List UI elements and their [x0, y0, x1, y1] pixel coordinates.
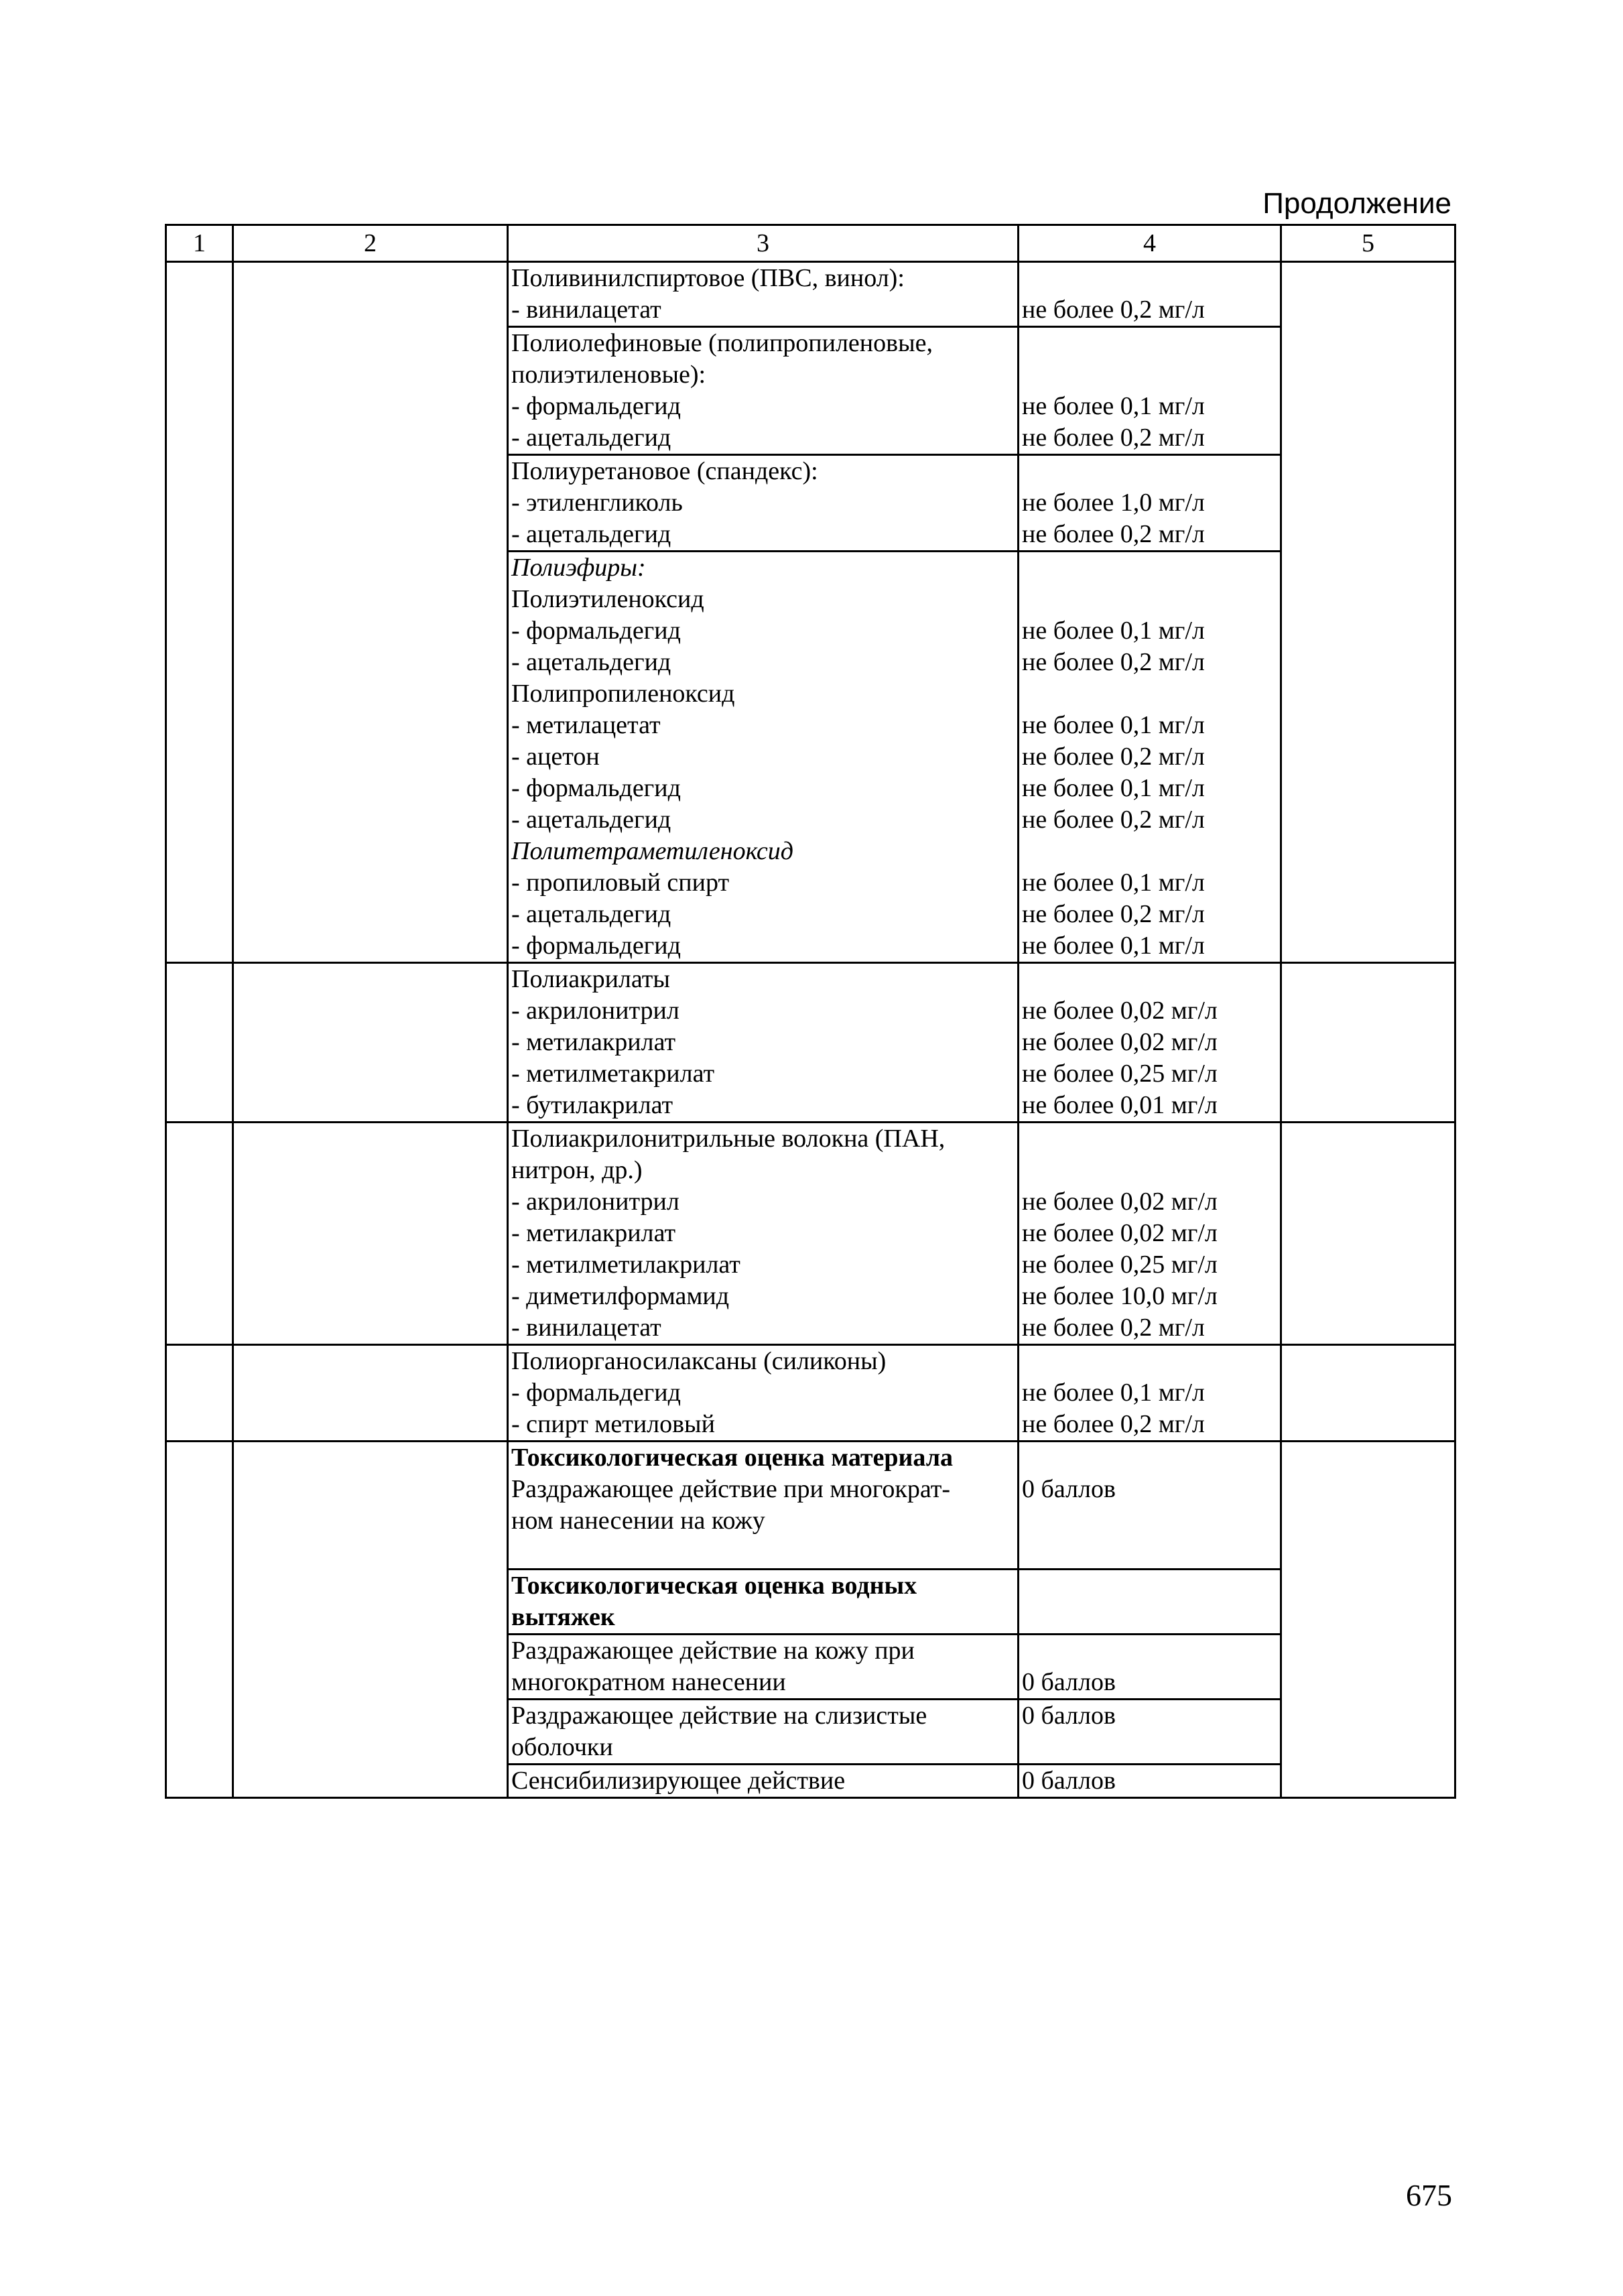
substance-line: - метилакрилат	[511, 1219, 676, 1247]
substance-line: Поливинилспиртовое (ПВС, винол):	[511, 264, 905, 292]
table-row	[166, 1442, 1455, 1570]
column-1-cell	[166, 963, 233, 1123]
substance-line: - ацетон	[511, 743, 600, 771]
limit-value	[1022, 1732, 1277, 1763]
continuation-label: Продолжение	[1262, 187, 1451, 220]
limit-value: не более 1,0 мг/л	[1022, 489, 1205, 517]
column-number-5: 5	[1281, 225, 1455, 262]
column-1-cell	[166, 1442, 233, 1798]
limit-value: 0 баллов	[1022, 1668, 1116, 1696]
limit-cell	[1019, 1345, 1281, 1442]
limit-value	[1022, 263, 1277, 294]
substance-line: Полиолефиновые (полипропиленовые,	[511, 329, 933, 357]
substance-cell	[508, 552, 1019, 963]
page-number: 675	[1406, 2178, 1452, 2212]
substance-line: Полипропиленоксид	[511, 680, 735, 708]
limit-value	[1022, 678, 1277, 710]
substance-line: - акрилонитрил	[511, 1188, 679, 1216]
limit-cell	[1019, 1123, 1281, 1345]
substance-line: - метилакрилат	[511, 1028, 676, 1056]
column-number-4: 4	[1019, 225, 1281, 262]
substance-line: - акрилонитрил	[511, 997, 679, 1025]
limit-cell	[1019, 1700, 1281, 1765]
substance-cell	[508, 963, 1019, 1123]
substance-cell	[508, 1765, 1019, 1798]
substance-line: Полиуретановое (спандекс):	[511, 457, 818, 485]
limit-value: не более 0,1 мг/л	[1022, 869, 1205, 897]
substance-line: Полиорганосилаксаны (силиконы)	[511, 1347, 887, 1375]
substance-cell	[508, 1345, 1019, 1442]
limit-value	[1022, 1602, 1277, 1633]
column-number-3: 3	[508, 225, 1019, 262]
substance-line: - ацетальдегид	[511, 806, 671, 834]
limit-value: не более 0,2 мг/л	[1022, 1410, 1205, 1438]
limit-value	[1022, 359, 1277, 391]
substance-line: полиэтиленовые):	[511, 361, 706, 389]
limit-cell	[1019, 455, 1281, 552]
limit-value: не более 0,1 мг/л	[1022, 711, 1205, 739]
limit-cell	[1019, 1635, 1281, 1700]
limit-cell	[1019, 963, 1281, 1123]
substance-line: Политетраметиленоксид	[511, 837, 794, 865]
substance-line: - бутилакрилат	[511, 1091, 673, 1119]
substance-line: Полиэтиленоксид	[511, 585, 704, 613]
limit-value: не более 0,2 мг/л	[1022, 424, 1205, 452]
substance-line: - формальдегид	[511, 1379, 681, 1407]
substance-line: многократном нанесении	[511, 1668, 786, 1696]
substance-line: Токсикологическая оценка водных	[511, 1572, 917, 1600]
limit-value: не более 0,25 мг/л	[1022, 1060, 1218, 1088]
table-row	[166, 1345, 1455, 1442]
limit-value: не более 0,2 мг/л	[1022, 648, 1205, 676]
column-2-cell	[233, 1345, 508, 1442]
column-1-cell	[166, 1345, 233, 1442]
substance-line: Раздражающее действие на кожу при	[511, 1637, 915, 1665]
limit-value: не более 10,0 мг/л	[1022, 1282, 1218, 1310]
limit-value: не более 0,1 мг/л	[1022, 774, 1205, 802]
substance-cell	[508, 455, 1019, 552]
column-number-2: 2	[233, 225, 508, 262]
limit-value: не более 0,1 мг/л	[1022, 617, 1205, 645]
column-5-cell	[1281, 1123, 1455, 1345]
limit-value: не более 0,25 мг/л	[1022, 1251, 1218, 1279]
substance-line: Токсикологическая оценка материала	[511, 1444, 954, 1472]
limit-value: не более 0,01 мг/л	[1022, 1091, 1218, 1119]
substance-line: - диметилформамид	[511, 1282, 730, 1310]
table-row	[166, 963, 1455, 1123]
substance-line: - ацетальдегид	[511, 520, 671, 548]
column-2-cell	[233, 262, 508, 963]
limit-value	[1022, 836, 1277, 867]
column-number-row	[166, 225, 1455, 262]
limit-value	[1022, 456, 1277, 487]
substance-cell	[508, 1123, 1019, 1345]
substance-line: Полиакрилаты	[511, 965, 670, 993]
substance-line: - ацетальдегид	[511, 900, 671, 928]
limit-cell	[1019, 552, 1281, 963]
substance-cell	[508, 327, 1019, 455]
column-2-cell	[233, 1123, 508, 1345]
substance-line: - ацетальдегид	[511, 424, 671, 452]
substance-line: ном нанесении на кожу	[511, 1507, 765, 1535]
limit-value	[1022, 1155, 1277, 1186]
column-5-cell	[1281, 1442, 1455, 1798]
limit-cell	[1019, 262, 1281, 327]
substance-line: - винилацетат	[511, 1314, 661, 1342]
limit-value: 0 баллов	[1022, 1702, 1116, 1730]
limit-value: не более 0,2 мг/л	[1022, 296, 1205, 324]
substance-line: вытяжек	[511, 1603, 615, 1631]
limit-value	[1022, 1346, 1277, 1377]
regulation-table	[165, 224, 1456, 1799]
column-1-cell	[166, 1123, 233, 1345]
substance-line: - этиленгликоль	[511, 489, 683, 517]
column-2-cell	[233, 963, 508, 1123]
limit-value: не более 0,1 мг/л	[1022, 932, 1205, 960]
substance-line: Раздражающее действие при многократ-	[511, 1475, 950, 1503]
substance-line: - формальдегид	[511, 392, 681, 420]
limit-value	[1022, 964, 1277, 995]
limit-cell	[1019, 1442, 1281, 1570]
substance-line: - ацетальдегид	[511, 648, 671, 676]
table-body	[166, 262, 1455, 1798]
substance-line	[511, 1537, 1015, 1568]
limit-value: не более 0,2 мг/л	[1022, 1314, 1205, 1342]
limit-value	[1022, 1123, 1277, 1155]
substance-line: - метилметилакрилат	[511, 1251, 740, 1279]
substance-line: оболочки	[511, 1733, 613, 1761]
column-5-cell	[1281, 963, 1455, 1123]
substance-line: - формальдегид	[511, 617, 681, 645]
limit-value	[1022, 1570, 1277, 1602]
limit-cell	[1019, 327, 1281, 455]
column-5-cell	[1281, 262, 1455, 963]
column-1-cell	[166, 262, 233, 963]
substance-cell	[508, 1635, 1019, 1700]
limit-value	[1022, 552, 1277, 584]
substance-cell	[508, 262, 1019, 327]
table-row	[166, 1123, 1455, 1345]
limit-value	[1022, 1442, 1277, 1474]
limit-value	[1022, 1537, 1277, 1568]
substance-line: - метилацетат	[511, 711, 661, 739]
limit-value	[1022, 1505, 1277, 1537]
column-number-1: 1	[166, 225, 233, 262]
substance-cell	[508, 1442, 1019, 1570]
substance-line: - формальдегид	[511, 774, 681, 802]
substance-line: - спирт метиловый	[511, 1410, 715, 1438]
limit-value: не более 0,2 мг/л	[1022, 743, 1205, 771]
limit-value: не более 0,02 мг/л	[1022, 997, 1218, 1025]
substance-line: - метилметакрилат	[511, 1060, 715, 1088]
substance-line: Раздражающее действие на слизистые	[511, 1702, 927, 1730]
limit-value: не более 0,1 мг/л	[1022, 1379, 1205, 1407]
limit-value: не более 0,02 мг/л	[1022, 1028, 1218, 1056]
substance-line: - формальдегид	[511, 932, 681, 960]
table-row	[166, 262, 1455, 327]
column-2-cell	[233, 1442, 508, 1798]
limit-cell	[1019, 1570, 1281, 1635]
substance-cell	[508, 1700, 1019, 1765]
limit-cell	[1019, 1765, 1281, 1798]
limit-value: 0 баллов	[1022, 1767, 1116, 1795]
substance-line: - винилацетат	[511, 296, 661, 324]
substance-cell	[508, 1570, 1019, 1635]
limit-value: не более 0,2 мг/л	[1022, 900, 1205, 928]
limit-value: не более 0,2 мг/л	[1022, 520, 1205, 548]
substance-line: нитрон, др.)	[511, 1156, 643, 1184]
limit-value: не более 0,1 мг/л	[1022, 392, 1205, 420]
limit-value: 0 баллов	[1022, 1475, 1116, 1503]
substance-line: Полиэфиры:	[511, 554, 646, 582]
limit-value	[1022, 584, 1277, 615]
substance-line: Сенсибилизирующее действие	[511, 1767, 846, 1795]
limit-value: не более 0,02 мг/л	[1022, 1219, 1218, 1247]
limit-value: не более 0,02 мг/л	[1022, 1188, 1218, 1216]
substance-line: - пропиловый спирт	[511, 869, 730, 897]
substance-line: Полиакрилонитрильные волокна (ПАН,	[511, 1125, 946, 1153]
limit-value	[1022, 1635, 1277, 1667]
column-5-cell	[1281, 1345, 1455, 1442]
limit-value	[1022, 328, 1277, 359]
limit-value: не более 0,2 мг/л	[1022, 806, 1205, 834]
